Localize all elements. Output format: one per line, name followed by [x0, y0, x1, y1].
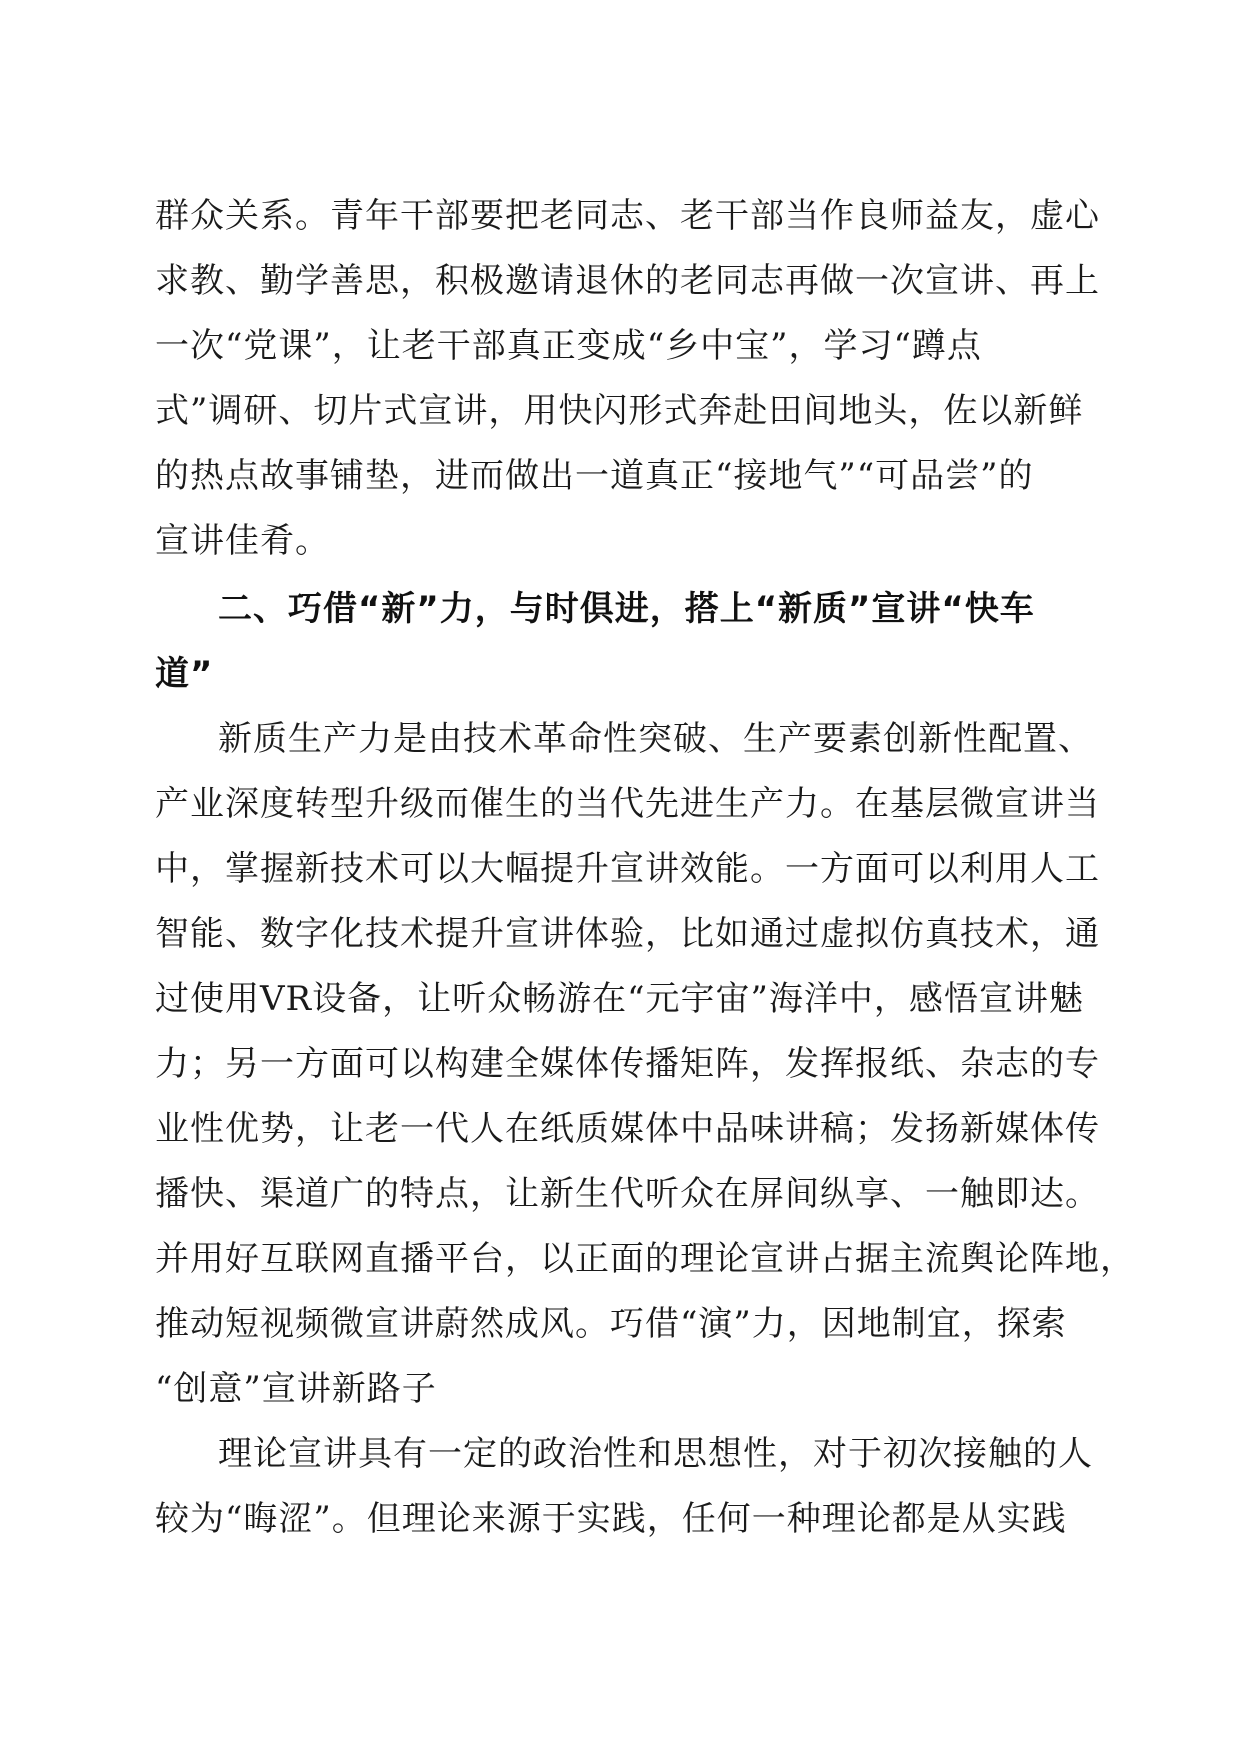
- paragraph-line: 中，掌握新技术可以大幅提升宣讲效能。一方面可以利用人工: [155, 849, 1100, 889]
- section-heading: 二、巧借“新”力，与时俱进，搭上“新质”宣讲“快车: [218, 589, 1035, 629]
- paragraph-line: 的热点故事铺垫，进而做出一道真正“接地气”“可品尝”的: [155, 456, 1034, 496]
- paragraph-line: 力；另一方面可以构建全媒体传播矩阵，发挥报纸、杂志的专: [155, 1044, 1100, 1084]
- paragraph-line: 业性优势，让老一代人在纸质媒体中品味讲稿；发扬新媒体传: [155, 1109, 1100, 1149]
- paragraph-line: 推动短视频微宣讲蔚然成风。巧借“演”力，因地制宜，探索: [155, 1304, 1067, 1344]
- paragraph-line: 产业深度转型升级而催生的当代先进生产力。在基层微宣讲当: [155, 784, 1100, 824]
- paragraph-line: 播快、渠道广的特点，让新生代听众在屏间纵享、一触即达。: [155, 1174, 1100, 1214]
- paragraph-line: 宣讲佳肴。: [155, 521, 330, 561]
- paragraph-line: 式”调研、切片式宣讲，用快闪形式奔赴田间地头，佐以新鲜: [155, 391, 1084, 431]
- paragraph-line: 过使用VR设备，让听众畅游在“元宇宙”海洋中，感悟宣讲魅: [155, 979, 1084, 1019]
- paragraph-line: 理论宣讲具有一定的政治性和思想性，对于初次接触的人: [218, 1434, 1093, 1474]
- paragraph-line: 并用好互联网直播平台，以正面的理论宣讲占据主流舆论阵地，: [155, 1239, 1135, 1279]
- paragraph-line: 新质生产力是由技术革命性突破、生产要素创新性配置、: [218, 719, 1093, 759]
- paragraph-line: 求教、勤学善思，积极邀请退休的老同志再做一次宣讲、再上: [155, 261, 1100, 301]
- paragraph-line: 群众关系。青年干部要把老同志、老干部当作良师益友，虚心: [155, 196, 1100, 236]
- paragraph-line: 智能、数字化技术提升宣讲体验，比如通过虚拟仿真技术，通: [155, 914, 1100, 954]
- paragraph-line: 一次“党课”，让老干部真正变成“乡中宝”，学习“蹲点: [155, 326, 982, 366]
- paragraph-line: “创意”宣讲新路子: [155, 1369, 437, 1409]
- section-heading: 道”: [155, 654, 214, 694]
- paragraph-line: 较为“晦涩”。但理论来源于实践，任何一种理论都是从实践: [155, 1499, 1067, 1539]
